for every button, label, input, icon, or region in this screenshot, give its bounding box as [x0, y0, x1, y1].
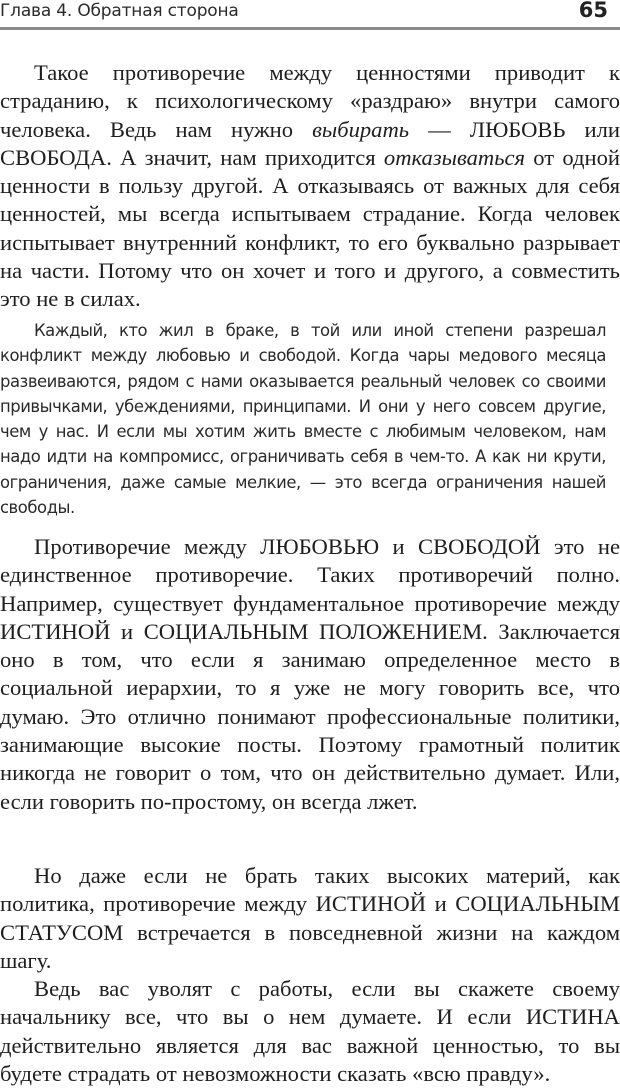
paragraph-work-example [0, 975, 620, 1088]
header-rule [0, 27, 620, 30]
inset-example-block [0, 318, 606, 520]
running-header [0, 0, 620, 30]
paragraph-text: — ЛЮБОВЬ или СВОБОДА. А значит, нам приходится [0, 116, 620, 170]
paragraph-text: Ведь вас уволят с работы, если вы скажете своему начальнику все, что вы о нем думаете. И если ИСТИНА действительно является для вас важной ценностью, то вы будете страдать от невозможности сказать «всю правду». [0, 976, 620, 1086]
paragraph-truth-vs-position [0, 533, 620, 816]
paragraph-text: Такое противоречие между ценностями приводит к страданию, к психологическому «раздраю» внутри самого человека. Ведь нам нужно [0, 60, 620, 142]
paragraph-text: Противоречие между ЛЮБОВЬЮ и СВОБОДОЙ это не единственное противоречие. Таких противоречий полно. Например, существует фундаментальное противоречие между ИСТИНОЙ и СОЦИАЛЬНЫМ ПОЛОЖЕНИЕМ. Заключается оно в том, что если я занимаю определенное место в социальной иерархии, то я уже не могу говорить все, что думаю. Это отлично понимают профессиональные политики, занимающие высокие посты. Поэтому грамотный политик никогда не говорит о том, что он действительно думает. Или, если говорить по-простому, он всегда лжет. [0, 534, 620, 814]
inset-example-text: Каждый, кто жил в браке, в той или иной степени разрешал конфликт между любовью и свободой. Когда чары медового месяца развеиваются, рядом с нами оказывается реальный человек со своими привычками, убеждениями, принципами. И они у него совсем другие, чем у нас. И если мы хотим жить вместе с любимым человеком, нам надо идти на компромисс, ограничивать себя в чем-то. А как ни крути, ограничения, даже самые мелкие, — это всегда ограничения нашей свободы. [0, 321, 606, 518]
paragraph-text: от одной ценности в пользу другой. А отказываясь от важных для себя ценностей, мы всегда испытываем страдание. Когда человек испытывает внутренний конфликт, то его буквально разрывает на части. Потому что он хочет и того и другого, а совместить это не в силах. [0, 144, 620, 312]
paragraph-values-conflict [0, 59, 620, 314]
emphasis-choose: выбирать [312, 116, 410, 142]
paragraph-text: Но даже если не брать таких высоких материй, как политика, противоречие между ИСТИНОЙ и СОЦИАЛЬНЫМ СТАТУСОМ встречается в повседневной жизни на каждом шагу. [0, 863, 620, 973]
emphasis-give-up: отказываться [383, 144, 526, 170]
paragraph-everyday-life [0, 862, 620, 975]
page-number: 65 [578, 0, 608, 22]
chapter-title: Глава 4. Обратная сторона [0, 1, 239, 21]
